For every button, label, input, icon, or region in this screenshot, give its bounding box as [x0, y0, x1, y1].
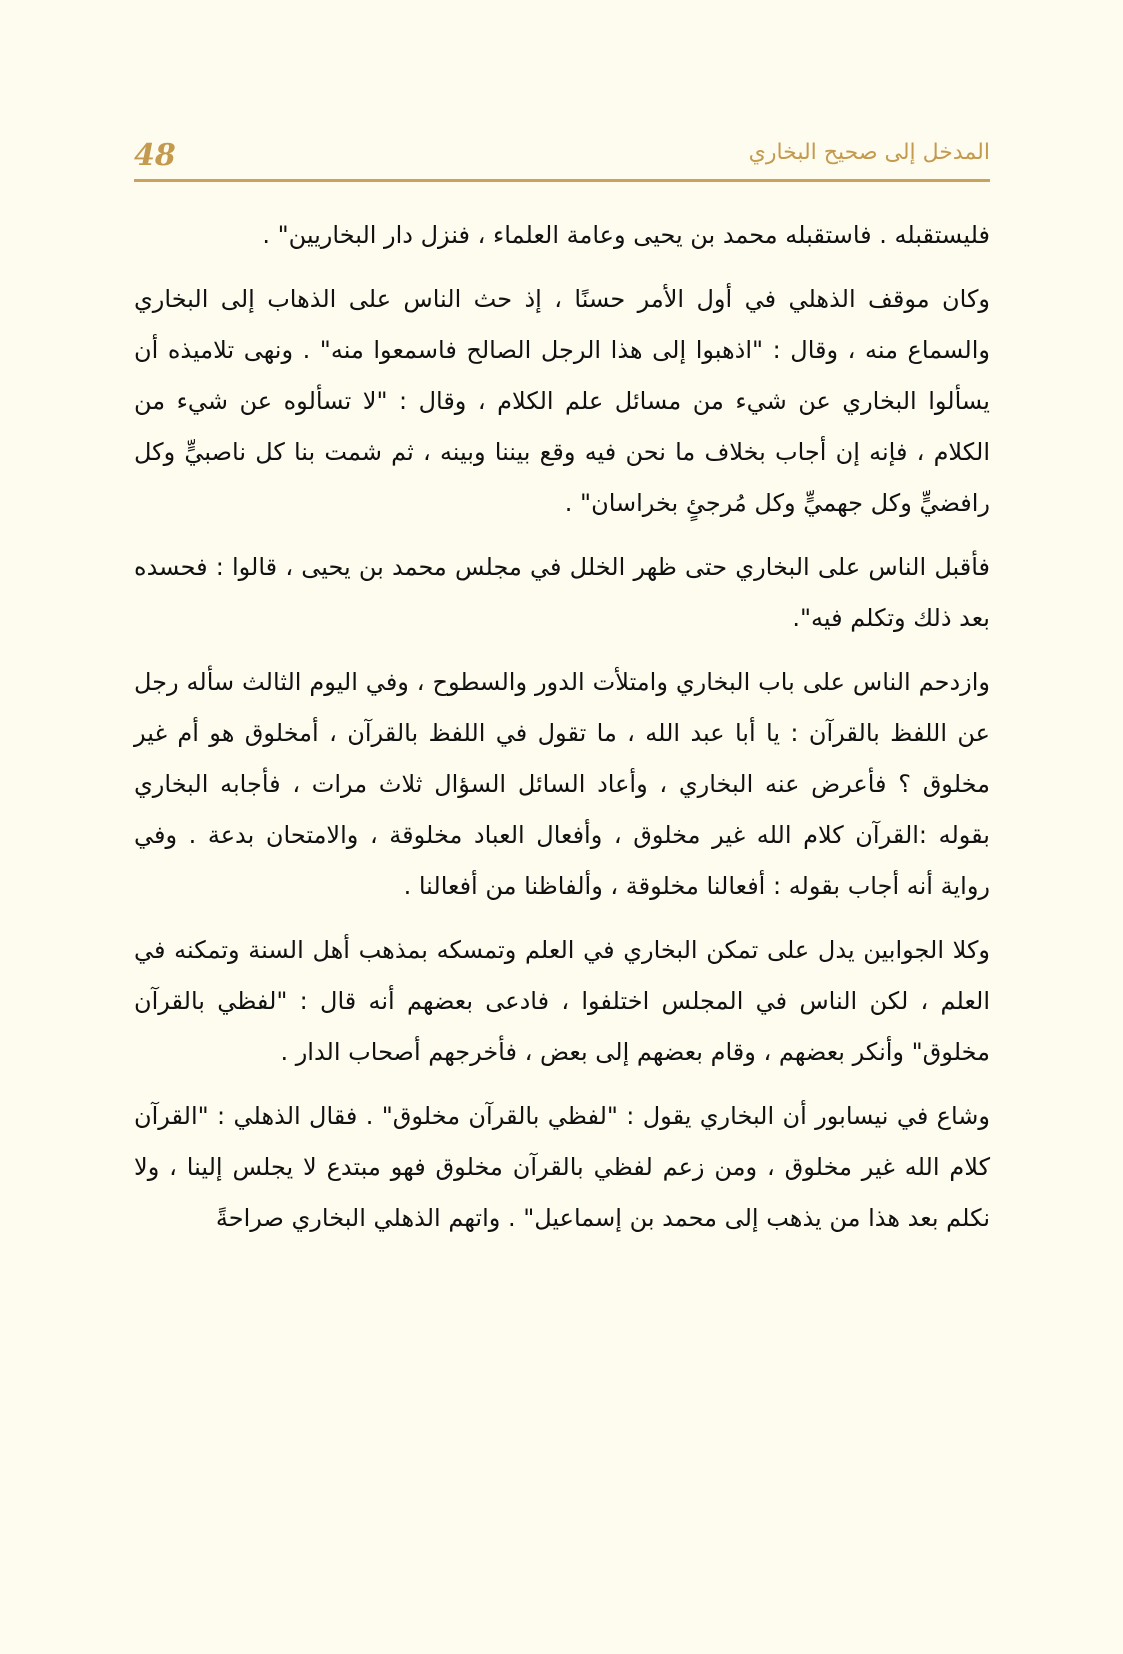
paragraph: فليستقبله . فاستقبله محمد بن يحيى وعامة العلماء ، فنزل دار البخاريين" . — [262, 221, 990, 249]
paragraph: وشاع في نيسابور أن البخاري يقول : "لفظي بالقرآن مخلوق" . فقال الذهلي : "القرآن كلام الله غير مخلوق ، ومن زعم لفظي بالقرآن مخلوق فهو مبتدع لا يجلس إلينا ، ولا نكلم بعد هذا من يذهب إلى محمد بن إسماعيل" . واتهم الذهلي البخاري صراحةً — [134, 1102, 990, 1232]
page-header — [134, 130, 990, 182]
body-text — [134, 210, 990, 1257]
paragraph: وازدحم الناس على باب البخاري وامتلأت الدور والسطوح ، وفي اليوم الثالث سأله رجل عن اللفظ بالقرآن : يا أبا عبد الله ، ما تقول في اللفظ بالقرآن ، أمخلوق هو أم غير مخلوق ؟ فأعرض عنه البخاري ، وأعاد السائل السؤال ثلاث مرات ، فأجابه البخاري بقوله :القرآن كلام الله غير مخلوق ، وأفعال العباد مخلوقة ، والامتحان بدعة . وفي رواية أنه أجاب بقوله : أفعالنا مخلوقة ، وألفاظنا من أفعالنا . — [134, 668, 990, 900]
paragraph: وكان موقف الذهلي في أول الأمر حسنًا ، إذ حث الناس على الذهاب إلى البخاري والسماع منه ، وقال : "اذهبوا إلى هذا الرجل الصالح فاسمعوا منه" . ونهى تلاميذه أن يسألوا البخاري عن شيء من مسائل علم الكلام ، وقال : "لا تسألوه عن شيء من الكلام ، فإنه إن أجاب بخلاف ما نحن فيه وقع بيننا وبينه ، ثم شمت بنا كل ناصبيٍّ وكل رافضيٍّ وكل جهميٍّ وكل مُرجئٍ بخراسان" . — [134, 285, 990, 517]
paragraph: فأقبل الناس على البخاري حتى ظهر الخلل في مجلس محمد بن يحيى ، قالوا : فحسده بعد ذلك وتكلم فيه". — [134, 553, 990, 632]
paragraph: وكلا الجوابين يدل على تمكن البخاري في العلم وتمسكه بمذهب أهل السنة وتمكنه في العلم ، لكن الناس في المجلس اختلفوا ، فادعى بعضهم أنه قال : "لفظي بالقرآن مخلوق" وأنكر بعضهم ، وقام بعضهم إلى بعض ، فأخرجهم أصحاب الدار . — [134, 936, 990, 1066]
page-number: 48 — [134, 138, 176, 173]
header-rule — [134, 179, 990, 182]
running-title: المدخل إلى صحيح البخاري — [748, 140, 990, 165]
